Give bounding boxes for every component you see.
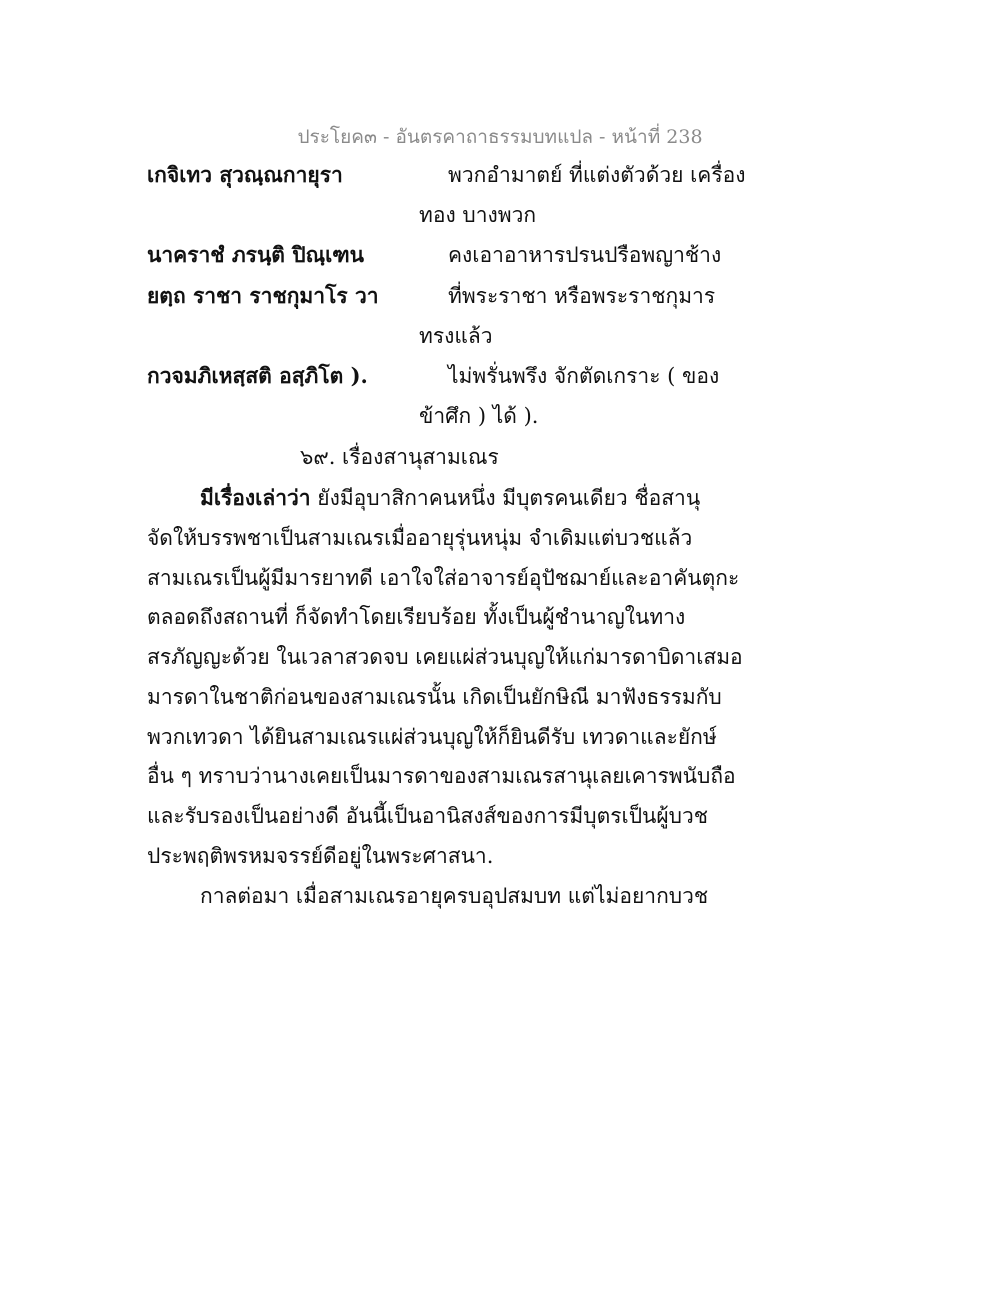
thai-translation-continued: ข้าศึก ) ได้ ). [419,404,539,428]
thai-translation-continued: ทรงแล้ว [419,324,493,348]
pali-term: เกจิเทว สุวณฺณกายุรา [147,162,343,187]
thai-translation: คงเอาอาหารปรนปรือพญาช้าง [448,243,722,267]
paragraph-line: ตลอดถึงสถานที่ ก็จัดทำโดยเรียบร้อย ทั้งเป็นผู้ชำนาญในทาง [147,605,686,629]
page-header: ประโยค๓ - อันตรคาถาธรรมบทแปล - หน้าที่ 238 [297,126,703,148]
thai-translation-continued: ทอง บางพวก [419,203,537,227]
paragraph-text: ยังมีอุบาสิกาคนหนึ่ง มีบุตรคนเดียว ชื่อสานุ [310,486,701,510]
thai-translation: ไม่พรั่นพรึง จักตัดเกราะ ( ของ [448,364,720,388]
paragraph-lead: มีเรื่องเล่าว่า [200,485,311,510]
paragraph-line: อื่น ๆ ทราบว่านางเคยเป็นมารดาของสามเณรสานุเลยเคารพนับถือ [147,764,736,788]
paragraph-2-line-1: กาลต่อมา เมื่อสามเณรอายุครบอุปสมบท แต่ไม่อยากบวช [200,884,709,908]
pali-term: กวจมภิเหสฺสติ อสฺภิโต ). [147,363,368,388]
paragraph-line: สรภัญญะด้วย ในเวลาสวดจบ เคยแผ่ส่วนบุญให้แก่มารดาบิดาเสมอ [147,645,743,669]
paragraph-line: จัดให้บรรพชาเป็นสามเณรเมื่ออายุรุ่นหนุ่ม จำเดิมแต่บวชแล้ว [147,526,693,550]
paragraph-line: สามเณรเป็นผู้มีมารยาทดี เอาใจใส่อาจารย์อุปัชฌาย์และอาคันตุกะ [147,566,740,590]
paragraph-1-line-1 [200,482,700,515]
thai-translation: พวกอำมาตย์ ที่แต่งตัวด้วย เครื่อง [448,163,746,187]
paragraph-line: พวกเทวดา ได้ยินสามเณรแผ่ส่วนบุญให้ก็ยินดีรับ เทวดาและยักษ์ [147,725,717,749]
paragraph-line: ประพฤติพรหมจรรย์ดีอยู่ในพระศาสนา. [147,844,494,868]
pali-term: นาคราชํ ภรนฺติ ปิณฺเฑน [147,242,365,267]
pali-term: ยตฺถ ราชา ราชกุมาโร วา [147,283,379,308]
paragraph-line: และรับรองเป็นอย่างดี อันนี้เป็นอานิสงส์ของการมีบุตรเป็นผู้บวช [147,804,709,828]
paragraph-line: มารดาในชาติก่อนของสามเณรนั้น เกิดเป็นยักษิณี มาฟังธรรมกับ [147,685,722,709]
section-title: ๖๙. เรื่องสานุสามเณร [300,445,499,469]
thai-translation: ที่พระราชา หรือพระราชกุมาร [448,284,716,308]
